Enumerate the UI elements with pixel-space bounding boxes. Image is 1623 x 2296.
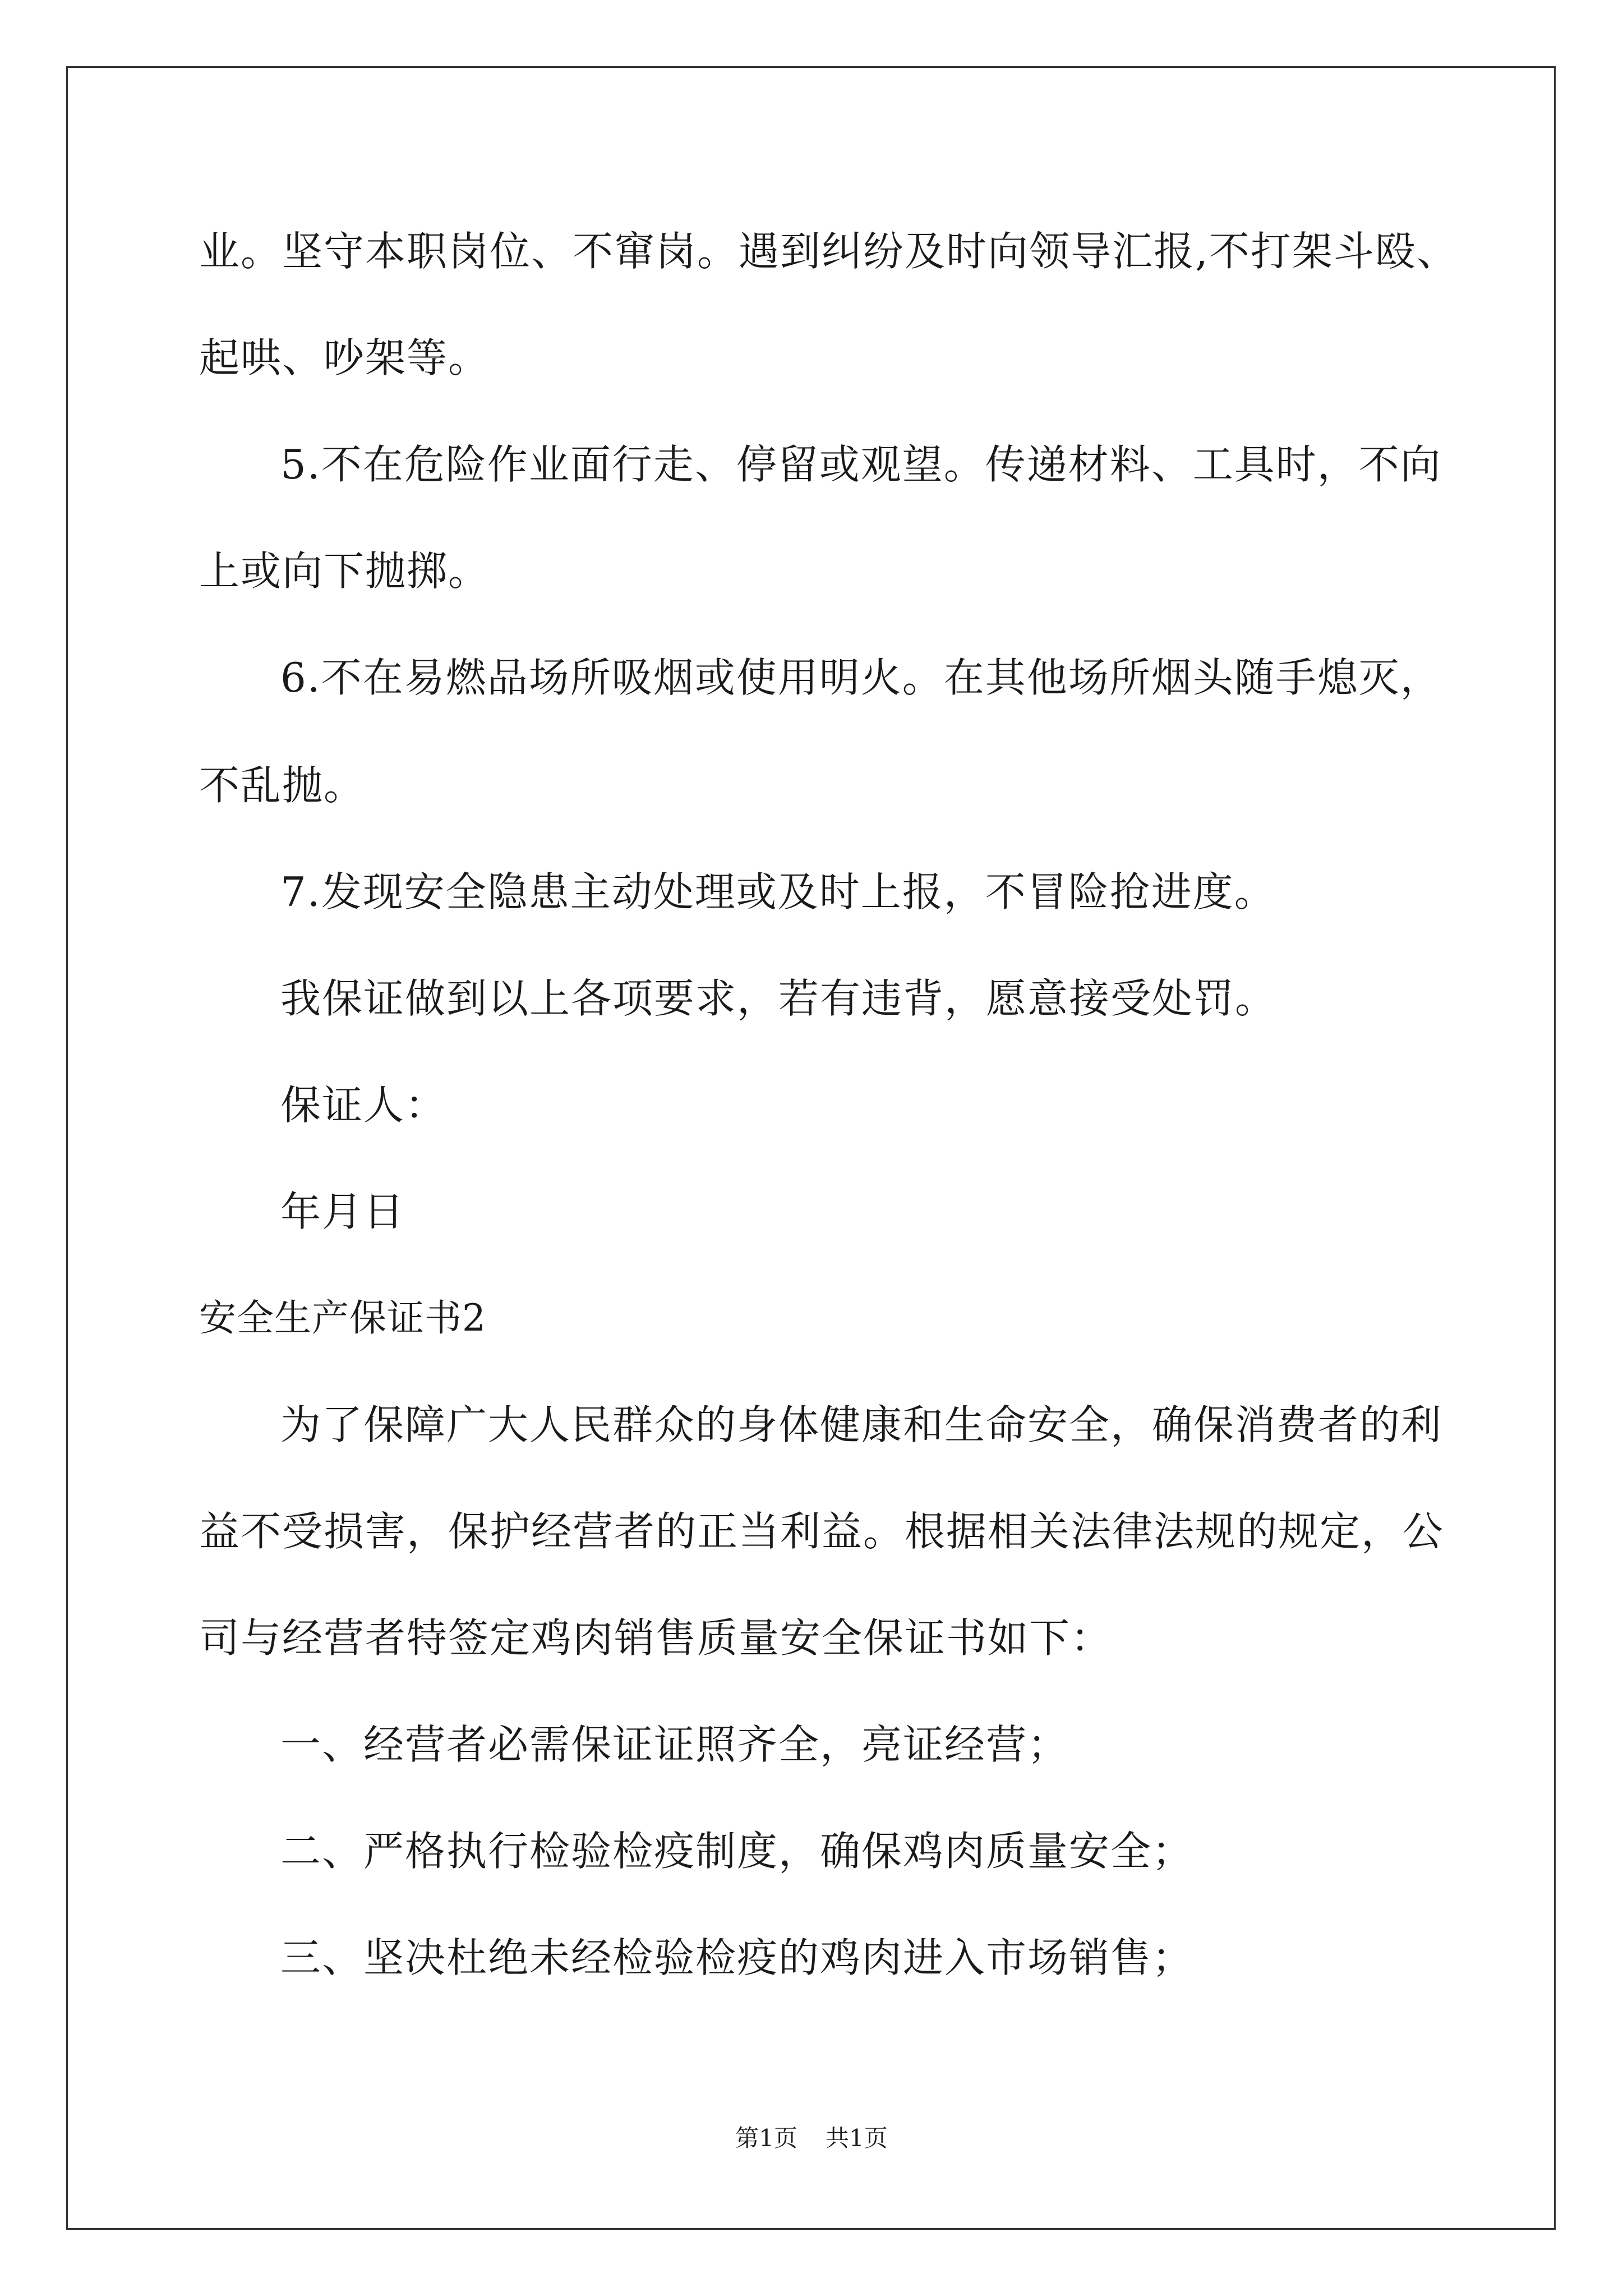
list-item: 三、坚决杜绝未经检验检疫的鸡肉进入市场销售； bbox=[280, 1934, 1194, 1981]
date-label: 年月日 bbox=[280, 1188, 405, 1235]
body-line: 起哄、吵架等。 bbox=[199, 334, 490, 381]
page-total: 共1页 bbox=[826, 2124, 888, 2152]
page-footer bbox=[0, 2122, 1623, 2155]
body-line: 6.不在易燃品场所吸烟或使用明火。在其他场所烟头随手熄灭， bbox=[280, 654, 1442, 701]
signer-label: 保证人： bbox=[280, 1082, 447, 1129]
body-line: 上或向下抛掷。 bbox=[199, 547, 490, 595]
body-line: 业。坚守本职岗位、不窜岗。遇到纠纷及时向领导汇报,不打架斗殴、 bbox=[199, 228, 1458, 275]
body-line: 7.发现安全隐患主动处理或及时上报，不冒险抢进度。 bbox=[280, 868, 1276, 915]
page-border bbox=[66, 66, 1556, 2230]
body-line: 司与经营者特签定鸡肉销售质量安全保证书如下： bbox=[199, 1614, 1113, 1662]
body-line: 益不受损害，保护经营者的正当利益。根据相关法律法规的规定，公 bbox=[199, 1508, 1445, 1555]
body-line: 不乱抛。 bbox=[199, 762, 366, 809]
body-line: 为了保障广大人民群众的身体健康和生命安全，确保消费者的利 bbox=[280, 1401, 1443, 1448]
section-title: 安全生产保证书2 bbox=[199, 1296, 486, 1340]
body-line: 5.不在危险作业面行走、停留或观望。传递材料、工具时，不向 bbox=[280, 441, 1442, 488]
body-line: 我保证做到以上各项要求，若有违背，愿意接受处罚。 bbox=[280, 975, 1277, 1022]
list-item: 二、严格执行检验检疫制度，确保鸡肉质量安全； bbox=[280, 1828, 1194, 1875]
page-number: 第1页 bbox=[735, 2124, 797, 2152]
list-item: 一、经营者必需保证证照齐全，亮证经营； bbox=[280, 1721, 1069, 1768]
